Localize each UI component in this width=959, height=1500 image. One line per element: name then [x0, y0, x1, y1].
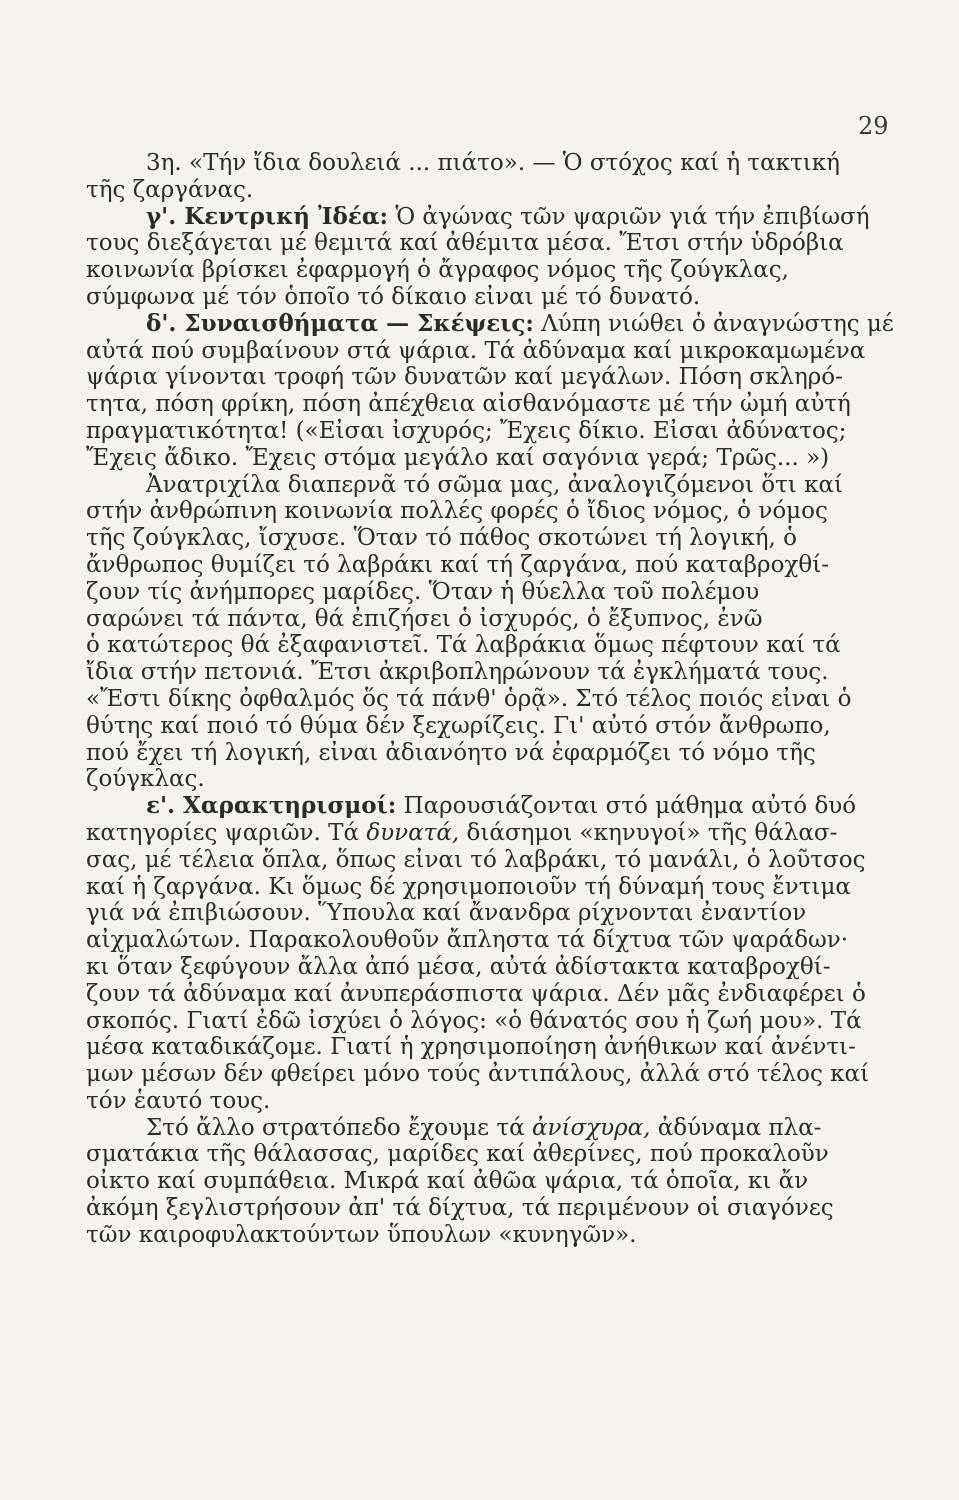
text-line [86, 900, 898, 927]
text-line [86, 713, 898, 740]
line-text: Ἔχεις ἄδικο. Ἔχεις στόμα μεγάλο καί σαγόνια γερά; Τρῶς... ») [86, 444, 830, 471]
line-text: μέσα καταδικάζομε. Γιατί ἡ χρησιμοποίηση ἀνήθικων καί ἀνέντι- [86, 1034, 856, 1061]
text-line [86, 364, 898, 391]
text-line [86, 981, 898, 1008]
text-line [86, 659, 898, 686]
text-line [86, 686, 898, 713]
line-text: Παρουσιάζονται στό μάθημα αὐτό δυό [396, 793, 857, 820]
section-heading: δ'. Συναισθήματα — Σκέψεις: [146, 310, 534, 337]
line-text-continued: ἀδύναμα πλα- [650, 1114, 822, 1141]
text-line [86, 1034, 898, 1061]
line-text: σαρώνει τά πάντα, θά ἐπιζήσει ὁ ἰσχυρός, ὁ ἔξυπνος, ἐνῶ [86, 605, 763, 632]
line-text: τῆς ζούγκλας, ἴσχυσε. Ὅταν τό πάθος σκοτώνει τή λογική, ὁ [86, 525, 797, 552]
line-text: σας, μέ τέλεια ὅπλα, ὅπως εἶναι τό λαβράκι, τό μανάλι, ὁ λοῦτσος [86, 846, 866, 873]
text-line [86, 740, 898, 767]
line-text: θύτης καί ποιό τό θύμα δέν ξεχωρίζεις. Γι' αὐτό στόν ἄνθρωπο, [86, 712, 831, 739]
text-line [86, 820, 898, 847]
line-text: ζούγκλας. [86, 766, 205, 793]
line-text: τους διεξάγεται μέ θεμιτά καί ἀθέμιτα μέσα. Ἔτσι στήν ὑδρόβια [86, 230, 844, 257]
text-line [86, 793, 898, 820]
text-line [86, 204, 898, 231]
line-text: Λύπη νιώθει ὁ ἀναγνώστης μέ [533, 310, 894, 337]
line-text: «Ἔστι δίκης ὀφθαλμός ὅς τά πάνθ' ὁρᾷ». Στό τέλος ποιός εἶναι ὁ [86, 685, 852, 712]
text-line [86, 150, 898, 177]
line-text: κοινωνία βρίσκει ἐφαρμογή ὁ ἄγραφος νόμος τῆς ζούγκλας, [86, 257, 789, 284]
line-text: ψάρια γίνονται τροφή τῶν δυνατῶν καί μεγάλων. Πόση σκληρό- [86, 364, 843, 391]
text-line [86, 498, 898, 525]
text-line [86, 579, 898, 606]
line-text: γιά νά ἐπιβιώσουν. Ὕπουλα καί ἄνανδρα ρίχνονται ἐναντίον [86, 900, 807, 927]
text-line [86, 311, 898, 338]
text-line [86, 954, 898, 981]
emphasis-text: δυνατά, [366, 819, 460, 846]
line-text: σύμφωνα μέ τόν ὁποῖο τό δίκαιο εἶναι μέ τό δυνατό. [86, 283, 701, 310]
line-text-continued: διάσημοι «κηνυγοί» τῆς θάλασ- [459, 819, 838, 846]
text-line [86, 1088, 898, 1115]
line-text: στήν ἀνθρώπινη κοινωνία πολλές φορές ὁ ἴδιος νόμος, ὁ νόμος [86, 498, 828, 525]
line-text: 3η. «Τήν ἴδια δουλειά ... πιάτο». — Ὁ στόχος καί ἡ τακτική [146, 150, 840, 176]
line-text: ζουν τίς ἀνήμπορες μαρίδες. Ὅταν ἡ θύελλα τοῦ πολέμου [86, 578, 760, 605]
text-line [86, 525, 898, 552]
text-line [86, 1115, 898, 1142]
text-line [86, 1222, 898, 1249]
text-line [86, 1008, 898, 1035]
line-text: πού ἔχει τή λογική, εἶναι ἀδιανόητο νά ἐφαρμόζει τό νόμο τῆς [86, 739, 816, 766]
text-line [86, 338, 898, 365]
text-line [86, 847, 898, 874]
line-text: Ὁ ἀγώνας τῶν ψαριῶν γιά τήν ἐπιβίωσή [388, 203, 870, 230]
text-line [86, 230, 898, 257]
text-line [86, 552, 898, 579]
line-text: σματάκια τῆς θάλασσας, μαρίδες καί ἀθερίνες, πού προκαλοῦν [86, 1141, 829, 1168]
text-line [86, 766, 898, 793]
text-line [86, 445, 898, 472]
line-text: τῆς ζαργάνας. [86, 176, 254, 203]
line-text: ἄνθρωπος θυμίζει τό λαβράκι καί τή ζαργάνα, πού καταβροχθί- [86, 551, 829, 578]
text-line [86, 284, 898, 311]
line-text: ἀκόμη ξεγλιστρήσουν ἀπ' τά δίχτυα, τά περιμένουν οἱ σιαγόνες [86, 1195, 834, 1222]
line-text: τῶν καιροφυλακτούντων ὕπουλων «κυνηγῶν». [86, 1221, 637, 1248]
line-text: σκοπός. Γιατί ἐδῶ ἰσχύει ὁ λόγος: «ὁ θάνατός σου ἡ ζωή μου». Τά [86, 1007, 862, 1034]
line-text: ζουν τά ἀδύναμα καί ἀνυπεράσπιστα ψάρια. Δέν μᾶς ἐνδιαφέρει ὁ [86, 980, 866, 1007]
text-line [86, 391, 898, 418]
body-text [86, 150, 898, 1249]
line-text: τητα, πόση φρίκη, πόση ἀπέχθεια αἰσθανόμαστε μέ τήν ὠμή αὐτή [86, 391, 851, 418]
section-heading: γ'. Κεντρική Ἰδέα: [146, 203, 389, 230]
line-text: ὁ κατώτερος θά ἐξαφανιστεῖ. Τά λαβράκια ὅμως πέφτουν καί τά [86, 632, 841, 659]
text-line [86, 418, 898, 445]
line-text: Ἀνατριχίλα διαπερνᾶ τό σῶμα μας, ἀναλογιζόμενοι ὅτι καί [146, 471, 844, 498]
text-line [86, 1195, 898, 1222]
line-text: καί ἡ ζαργάνα. Κι ὅμως δέ χρησιμοποιοῦν τή δύναμή τους ἔντιμα [86, 873, 851, 900]
line-text: ἴδια στήν πετονιά. Ἔτσι ἀκριβοπληρώνουν τά ἐγκλήματά τους. [86, 659, 829, 686]
line-text: κι ὅταν ξεφύγουν ἄλλα ἀπό μέσα, αὐτά ἀδίστακτα καταβροχθί- [86, 953, 831, 980]
text-line [86, 927, 898, 954]
line-text: Στό ἄλλο στρατόπεδο ἔχουμε τά [146, 1114, 532, 1141]
line-text: μων μέσων δέν φθείρει μόνο τούς ἀντιπάλους, ἀλλά στό τέλος καί [86, 1061, 870, 1088]
line-text: πραγματικότητα! («Εἶσαι ἰσχυρός; Ἔχεις δίκιο. Εἶσαι ἀδύνατος; [86, 417, 847, 444]
line-text: τόν ἑαυτό τους. [86, 1087, 271, 1114]
text-line [86, 1168, 898, 1195]
text-line [86, 472, 898, 499]
text-line [86, 632, 898, 659]
text-line [86, 1141, 898, 1168]
text-line [86, 177, 898, 204]
line-text: αἰχμαλώτων. Παρακολουθοῦν ἄπληστα τά δίχτυα τῶν ψαράδων· [86, 927, 849, 954]
text-line [86, 257, 898, 284]
line-text: αὐτά πού συμβαίνουν στά ψάρια. Τά ἀδύναμα καί μικροκαμωμένα [86, 337, 866, 364]
text-line [86, 874, 898, 901]
emphasis-text: ἀνίσχυρα, [531, 1114, 651, 1141]
section-heading: ε'. Χαρακτηρισμοί: [146, 793, 397, 820]
text-line [86, 606, 898, 633]
line-text: οἶκτο καί συμπάθεια. Μικρά καί ἀθῶα ψάρια, τά ὁποῖα, κι ἄν [86, 1168, 809, 1195]
page-number: 29 [858, 112, 889, 140]
text-line [86, 1061, 898, 1088]
line-text: κατηγορίες ψαριῶν. Τά [86, 819, 367, 846]
